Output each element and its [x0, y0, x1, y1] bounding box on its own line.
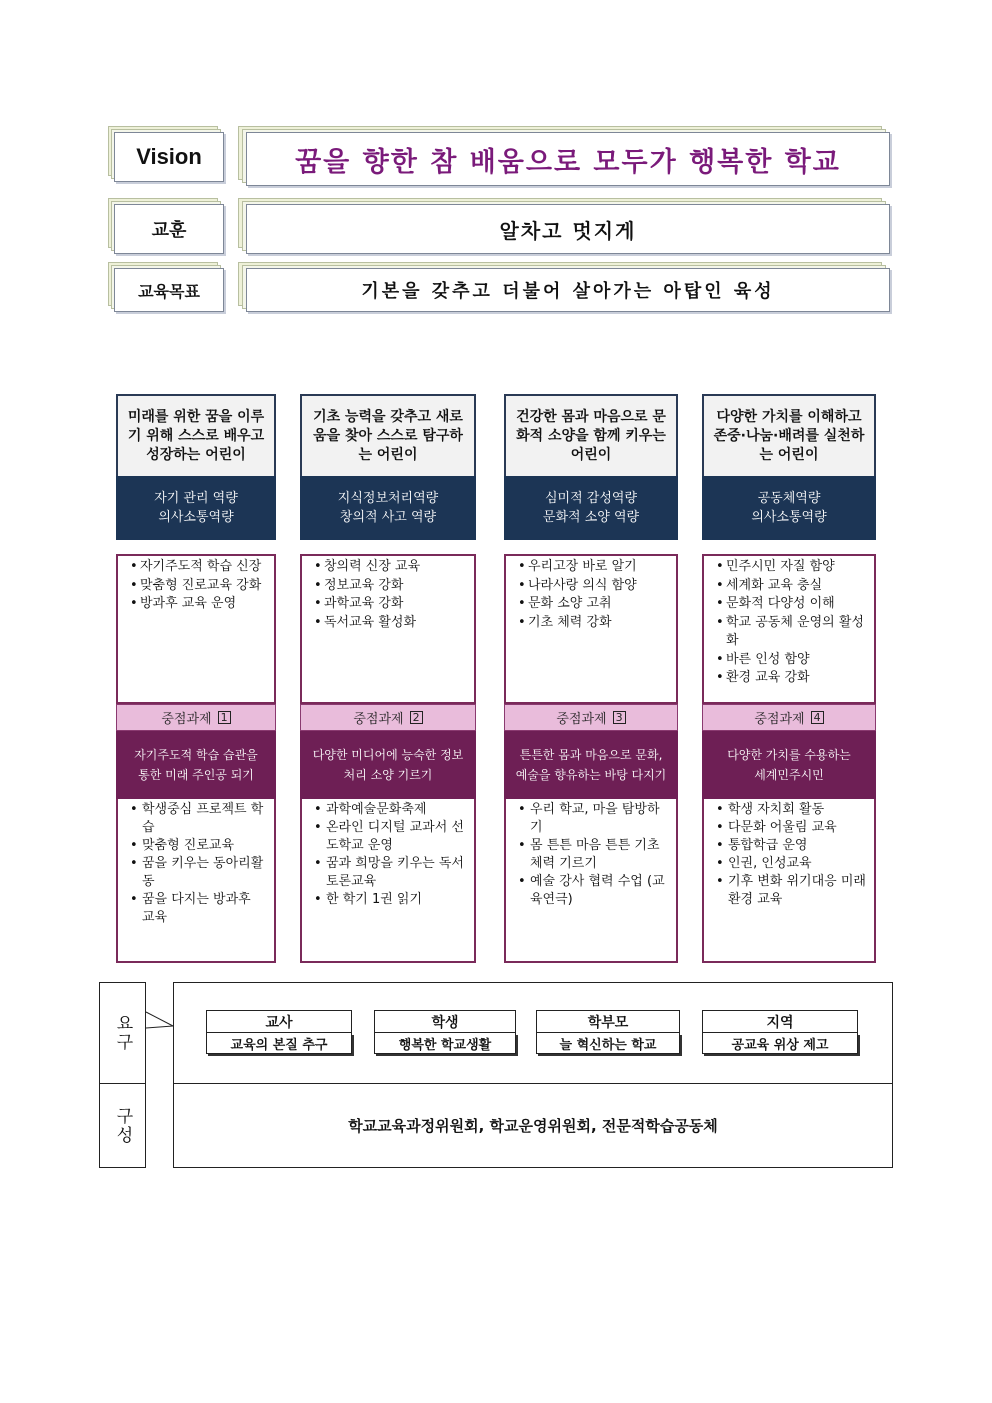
goal-text-box: [238, 262, 892, 314]
req-parent-title: 학부모: [536, 1010, 680, 1033]
column-4-tag: [702, 704, 876, 731]
list-item: • 인권, 인성교육: [712, 855, 866, 873]
list-item: • 독서교육 활성화: [310, 614, 466, 633]
tag-number: 4: [811, 711, 824, 724]
tag-label: 중점과제: [556, 712, 607, 727]
list-item: • 과학예술문화축제: [310, 801, 466, 819]
column-2-tag: [300, 704, 476, 731]
motto-label-box: [108, 198, 226, 256]
vision-text-box: [238, 126, 892, 188]
list-item: • 자기주도적 학습 신장: [126, 558, 266, 577]
list-item: • 문화 소양 고취: [514, 595, 668, 614]
column-4-actions: [702, 799, 876, 963]
column-4-title: 다양한 가치를 이해하고 존중·나눔·배려를 실천하는 어린이: [702, 394, 876, 476]
list-item: • 예술 강사 협력 수업 (교육연극): [514, 873, 668, 909]
column-1-title: 미래를 위한 꿈을 이루기 위해 스스로 배우고 성장하는 어린이: [116, 394, 276, 476]
column-4-items: [702, 554, 876, 704]
motto-label: 교훈: [151, 220, 187, 241]
list-item: • 문화적 다양성 이해: [712, 595, 866, 614]
list-item: • 기후 변화 위기대응 미래 환경 교육: [712, 873, 866, 909]
composition-label: 구성: [99, 1083, 146, 1168]
req-parent-text: 늘 혁신하는 학교: [536, 1033, 680, 1054]
motto-text-box: [238, 198, 892, 256]
vision-label-box: [108, 126, 226, 184]
column-2-title: 기초 능력을 갖추고 새로움을 찾아 스스로 탐구하는 어린이: [300, 394, 476, 476]
list-item: • 정보교육 강화: [310, 577, 466, 596]
list-item: • 몸 튼튼 마음 튼튼 기초체력 기르기: [514, 837, 668, 873]
column-3-title: 건강한 몸과 마음으로 문화적 소양을 함께 키우는 어린이: [504, 394, 678, 476]
column-3-tag: [504, 704, 678, 731]
list-item: • 통합학급 운영: [712, 837, 866, 855]
list-item: • 나라사랑 의식 함양: [514, 577, 668, 596]
list-item: • 학생중심 프로젝트 학습: [126, 801, 266, 837]
column-3-task: 튼튼한 몸과 마음으로 문화, 예술을 향유하는 바탕 다지기: [504, 731, 678, 799]
list-item: • 다문화 어울림 교육: [712, 819, 866, 837]
req-community-text: 공교육 위상 제고: [702, 1033, 858, 1054]
requirements-label: 요구: [99, 982, 146, 1084]
column-4-task: 다양한 가치를 수용하는 세계민주시민: [702, 731, 876, 799]
tag-number: 3: [613, 711, 626, 724]
tag-label: 중점과제: [353, 712, 404, 727]
composition-box: 학교교육과정위원회, 학교운영위원회, 전문적학습공동체: [173, 1083, 893, 1168]
list-item: • 환경 교육 강화: [712, 669, 866, 688]
motto-text: 알차고 멋지게: [499, 218, 637, 243]
list-item: • 꿈을 키우는 동아리활동: [126, 855, 266, 891]
column-1-actions: [116, 799, 276, 963]
tag-label: 중점과제: [161, 712, 212, 727]
req-student-text: 행복한 학교생활: [374, 1033, 516, 1054]
list-item: • 학교 공동체 운영의 활성화: [712, 614, 866, 651]
vision-text: 꿈을 향한 참 배움으로 모두가 행복한 학교: [295, 146, 841, 178]
column-1-task: 자기주도적 학습 습관을 통한 미래 주인공 되기: [116, 731, 276, 799]
column-4-competencies: 공동체역량 의사소통역량: [702, 476, 876, 540]
list-item: • 민주시민 자질 함양: [712, 558, 866, 577]
list-item: • 맞춤형 진로교육 강화: [126, 577, 266, 596]
column-3-competencies: 심미적 감성역량 문화적 소양 역량: [504, 476, 678, 540]
requirements-connector: [146, 1010, 176, 1030]
column-1-tag: [116, 704, 276, 731]
list-item: • 우리 학교, 마을 탐방하기: [514, 801, 668, 837]
tag-label: 중점과제: [754, 712, 805, 727]
column-2-actions: [300, 799, 476, 963]
list-item: • 창의력 신장 교육: [310, 558, 466, 577]
list-item: • 우리고장 바로 알기: [514, 558, 668, 577]
vision-label: Vision: [136, 144, 202, 169]
list-item: • 과학교육 강화: [310, 595, 466, 614]
column-2-items: [300, 554, 476, 704]
req-teacher-title: 교사: [206, 1010, 352, 1033]
list-item: • 학생 자치회 활동: [712, 801, 866, 819]
column-3-items: [504, 554, 678, 704]
list-item: • 한 학기 1권 읽기: [310, 891, 466, 909]
req-community-title: 지역: [702, 1010, 858, 1033]
list-item: • 온라인 디지털 교과서 선도학교 운영: [310, 819, 466, 855]
tag-number: 1: [218, 711, 231, 724]
list-item: • 세계화 교육 충실: [712, 577, 866, 596]
goal-label-box: [108, 262, 226, 314]
req-student-title: 학생: [374, 1010, 516, 1033]
list-item: • 방과후 교육 운영: [126, 595, 266, 614]
goal-label: 교육목표: [138, 281, 200, 301]
column-1-competencies: 자기 관리 역량 의사소통역량: [116, 476, 276, 540]
column-2-task: 다양한 미디어에 능숙한 정보 처리 소양 기르기: [300, 731, 476, 799]
list-item: • 꿈과 희망을 키우는 독서토론교육: [310, 855, 466, 891]
list-item: • 꿈을 다지는 방과후 교육: [126, 891, 266, 927]
column-2-competencies: 지식정보처리역량 창의적 사고 역량: [300, 476, 476, 540]
tag-number: 2: [410, 711, 423, 724]
list-item: • 맞춤형 진로교육: [126, 837, 266, 855]
list-item: • 기초 체력 강화: [514, 614, 668, 633]
list-item: • 바른 인성 함양: [712, 651, 866, 670]
column-1-items: [116, 554, 276, 704]
req-teacher-text: 교육의 본질 추구: [206, 1033, 352, 1054]
goal-text: 기본을 갖추고 더불어 살아가는 아탑인 육성: [361, 281, 775, 302]
column-3-actions: [504, 799, 678, 963]
